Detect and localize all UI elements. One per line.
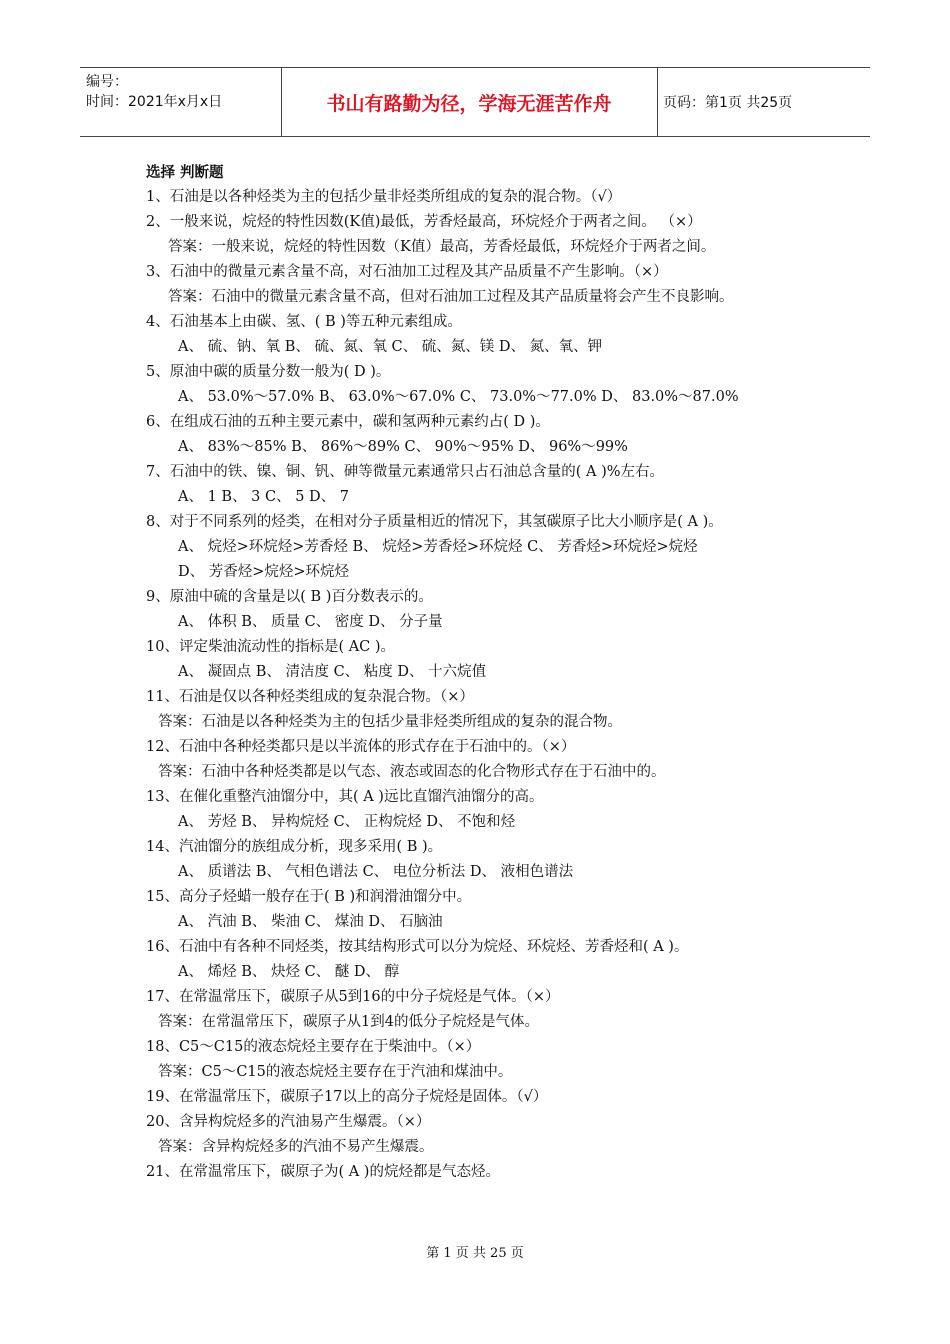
header-divider	[657, 68, 658, 136]
question-line: 3、石油中的微量元素含量不高，对石油加工过程及其产品质量不产生影响。（×）	[146, 264, 668, 280]
question-line: 11、石油是仅以各种烃类组成的复杂混合物。（×）	[146, 689, 474, 705]
page-footer: 第 1 页 共 25 页	[426, 1246, 524, 1261]
question-line: 7、石油中的铁、镍、铜、钒、砷等微量元素通常只占石油总含量的( A )%左右。	[146, 464, 665, 480]
answer-line: 答案：一般来说，烷烃的特性因数（K值）最高，芳香烃最低，环烷烃介于两者之间。	[168, 239, 716, 255]
question-line: 13、在催化重整汽油馏分中，其( A )远比直馏汽油馏分的高。	[146, 789, 544, 805]
question-line: 18、C5～C15的液态烷烃主要存在于柴油中。（×）	[146, 1039, 481, 1055]
answer-line: 答案：石油中各种烃类都是以气态、液态或固态的化合物形式存在于石油中的。	[158, 764, 666, 780]
question-line: 12、石油中各种烃类都只是以半流体的形式存在于石油中的。（×）	[146, 739, 576, 755]
question-line: 4、石油基本上由碳、氢、( B )等五种元素组成。	[146, 314, 462, 330]
answer-line: 答案：C5～C15的液态烷烃主要存在于汽油和煤油中。	[158, 1064, 513, 1080]
option-line: D、 芳香烃>烷烃>环烷烃	[178, 564, 350, 580]
option-line: A、 烯烃 B、 炔烃 C、 醚 D、 醇	[178, 964, 400, 980]
question-line: 1、石油是以各种烃类为主的包括少量非烃类所组成的复杂的混合物。（√）	[146, 189, 622, 205]
question-line: 15、高分子烃蜡一般存在于( B )和润滑油馏分中。	[146, 889, 472, 905]
option-line: A、 汽油 B、 柴油 C、 煤油 D、 石脑油	[178, 914, 443, 930]
section-title: 选择 判断题	[146, 164, 224, 181]
question-line: 2、一般来说，烷烃的特性因数(K值)最低，芳香烃最高，环烷烃介于两者之间。 （×）	[146, 214, 702, 230]
option-line: A、 硫、钠、氧 B、 硫、氮、氧 C、 硫、氮、镁 D、 氮、氧、钾	[178, 339, 603, 355]
answer-line: 答案：石油中的微量元素含量不高，但对石油加工过程及其产品质量将会产生不良影响。	[168, 289, 734, 305]
question-line: 16、石油中有各种不同烃类，按其结构形式可以分为烷烃、环烷烃、芳香烃和( A )。	[146, 939, 689, 955]
question-line: 21、在常温常压下，碳原子为( A )的烷烃都是气态烃。	[146, 1164, 500, 1180]
option-line: A、 凝固点 B、 清洁度 C、 粘度 D、 十六烷值	[178, 664, 487, 680]
question-line: 14、汽油馏分的族组成分析，现多采用( B )。	[146, 839, 443, 855]
option-line: A、 芳烃 B、 异构烷烃 C、 正构烷烃 D、 不饱和烃	[178, 814, 516, 830]
option-line: A、 烷烃>环烷烃>芳香烃 B、 烷烃>芳香烃>环烷烃 C、 芳香烃>环烷烃>烷烃	[178, 539, 698, 555]
option-line: A、 1 B、 3 C、 5 D、 7	[178, 489, 350, 505]
answer-line: 答案：石油是以各种烃类为主的包括少量非烃类所组成的复杂的混合物。	[158, 714, 622, 730]
question-line: 8、对于不同系列的烃类，在相对分子质量相近的情况下，其氢碳原子比大小顺序是( A )。	[146, 514, 723, 530]
option-line: A、 83%～85% B、 86%～89% C、 90%～95% D、 96%～99%	[178, 439, 628, 455]
question-line: 10、评定柴油流动性的指标是( AC )。	[146, 639, 396, 655]
question-line: 5、原油中碳的质量分数一般为( D )。	[146, 364, 391, 380]
answer-line: 答案：在常温常压下，碳原子从1到4的低分子烷烃是气体。	[158, 1014, 539, 1030]
header-motto: 书山有路勤为径，学海无涯苦作舟	[326, 92, 612, 115]
option-line: A、 体积 B、 质量 C、 密度 D、 分子量	[178, 614, 443, 630]
question-line: 17、在常温常压下，碳原子从5到16的中分子烷烃是气体。（×）	[146, 989, 560, 1005]
header-meta	[80, 68, 280, 136]
question-line: 9、原油中硫的含量是以( B )百分数表示的。	[146, 589, 433, 605]
page-header	[80, 67, 870, 137]
option-line: A、 53.0%～57.0% B、 63.0%～67.0% C、 73.0%～77.0% D、 83.0%～87.0%	[178, 389, 739, 405]
question-line: 6、在组成石油的五种主要元素中，碳和氢两种元素约占( D )。	[146, 414, 550, 430]
question-line: 20、含异构烷烃多的汽油易产生爆震。（×）	[146, 1114, 431, 1130]
number-label: 编号：	[86, 74, 128, 90]
answer-line: 答案：含异构烷烃多的汽油不易产生爆震。	[158, 1139, 434, 1155]
option-line: A、 质谱法 B、 气相色谱法 C、 电位分析法 D、 液相色谱法	[178, 864, 574, 880]
question-line: 19、在常温常压下，碳原子17以上的高分子烷烃是固体。（√）	[146, 1089, 548, 1105]
header-page-info: 页码：第1页 共25页	[663, 95, 793, 111]
date-label: 时间：2021年x月x日	[86, 94, 223, 110]
question-list	[146, 160, 822, 1185]
